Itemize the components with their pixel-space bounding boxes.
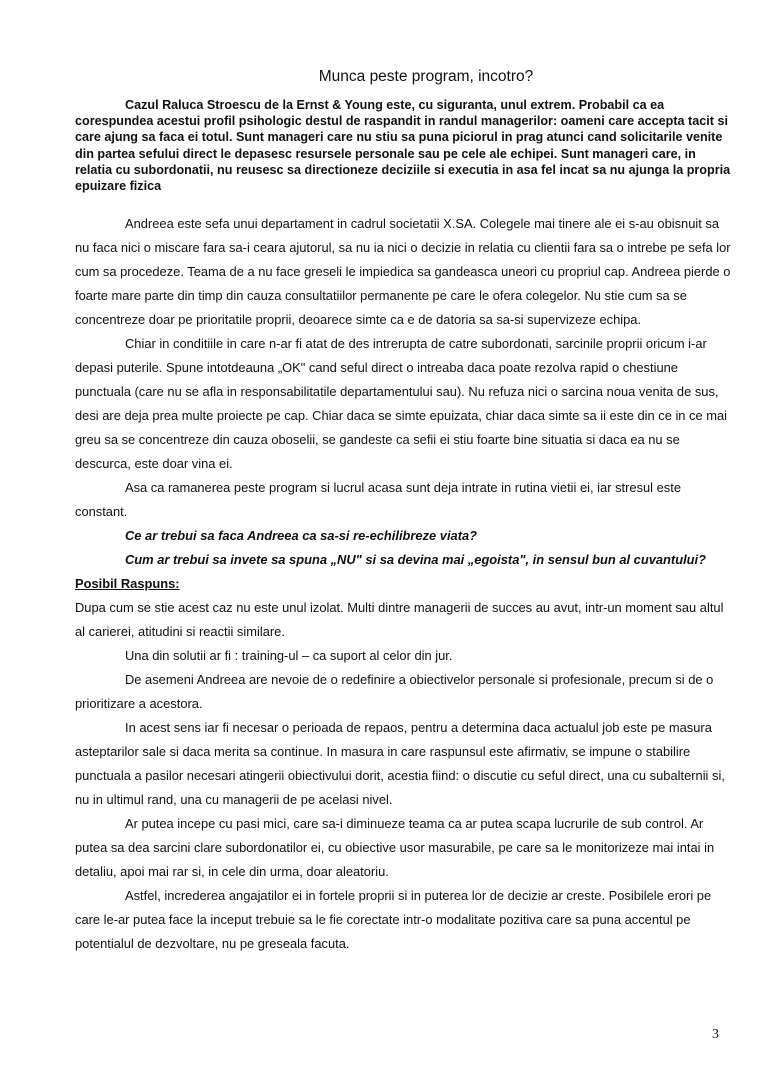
page-number: 3 <box>712 1027 719 1042</box>
paragraph-overload: Chiar in conditiile in care n-ar fi atat de des intrerupta de catre subordonati, sarcinile proprii oricum i-ar depasi puterile. Spune intotdeauna „OK" cand seful direct o intreaba daca poate rezolva rapid o chestiune punctuala (care nu se afla in responsabilitatile departamentului sau). Nu refuza nici o sarcina noua venita de sus, desi are deja prea multe proiecte pe cap. Chiar daca se simte epuizata, chiar daca simte sa ii este din ce in ce mai greu sa se concentreze din cauza oboselii, se gandeste ca sefii ei stiu foarte bine situatia si daca ea nu se descurca, este doar vina ei. <box>75 336 728 471</box>
answer-paragraph-5: Ar putea incepe cu pasi mici, care sa-i diminueze teama ca ar putea scapa lucrurile de sub control. Ar putea sa dea sarcini clare subordonatilor ei, cu obiective usor masurabile, pe care sa le monitorizeze mai intai in detaliu, apoi mai rar si, in cele din urma, doar aleatoriu. <box>75 816 715 879</box>
answer-paragraph-1: Dupa cum se stie acest caz nu este unul izolat. Multi dintre managerii de succes au avut, intr-un moment sau altul al carierei, atitudini si reactii similare. <box>75 600 724 639</box>
paragraph-andreea-context: Andreea este sefa unui departament in cadrul societatii X.SA. Colegele mai tinere ale ei s-au obisnuit sa nu faca nici o miscare fara sa-i ceara ajutorul, sa nu ia nici o decizie in relatia cu clientii fara sa o intrebe pe sefa lor cum sa procedeze. Teama de a nu face greseli le impiedica sa gandeasca uneori cu propriul cap. Andreea pierde o foarte mare parte din timp din cauza consultatiilor permanente pe care le ofera colegelor. Nu stie cum sa se concentreze doar pe prioritatile proprii, deoarece simte ca e de datoria sa sa-si supervizeze echipa. <box>75 216 731 327</box>
answer-paragraph-3: De asemeni Andreea are nevoie de o redefinire a obiectivelor personale si profesionale, precum si de o prioritizare a acestora. <box>75 672 714 711</box>
answer-paragraph-6: Astfel, increderea angajatilor ei in fortele proprii si in puterea lor de decizie ar creste. Posibilele erori pe care le-ar putea face la inceput trebuie sa le fie corectate intr-o modalitate pozitiva care sa puna accentul pe potentialul de dezvoltare, nu pe greseala facuta. <box>75 888 712 951</box>
intro-paragraph: Cazul Raluca Stroescu de la Ernst & Young este, cu siguranta, unul extrem. Probabil ca ea corespundea acestui profil psihologic destul de raspandit in randul managerilor: oameni care accepta tacit si care ajung sa faca ei totul. Sunt manageri care nu stiu sa puna piciorul in prag atunci cand solicitarile venite din partea sefului direct le depasesc resursele personale sau pe cele ale echipei. Sunt manageri care, in relatia cu subordonatii, nu reusesc sa directioneze deciziile si executia in asa fel incat sa nu ajunga la propria epuizare fizica <box>75 98 731 194</box>
document-title: Munca peste program, incotro? <box>318 68 534 85</box>
question-say-no: Cum ar trebui sa invete sa spuna „NU" si sa devina mai „egoista", in sensul bun al cuvantului? <box>125 552 706 567</box>
answer-heading: Posibil Raspuns: <box>75 576 180 591</box>
paragraph-overtime: Asa ca ramanerea peste program si lucrul acasa sunt deja intrate in rutina vietii ei, iar stresul este constant. <box>75 480 681 519</box>
document-body <box>75 212 735 956</box>
question-rebalance: Ce ar trebui sa faca Andreea ca sa-si re-echilibreze viata? <box>125 528 478 543</box>
answer-paragraph-2: Una din solutii ar fi : training-ul – ca suport al celor din jur. <box>125 648 453 663</box>
answer-paragraph-4: In acest sens iar fi necesar o perioada de repaos, pentru a determina daca actualul job este pe masura asteptarilor sale si daca merita sa continue. In masura in care raspunsul este afirmativ, se impune o stabilire punctuala a pasilor necesari atingerii obiectivului dorit, acestia fiind: o discutie cu seful direct, una cu subalternii si, nu in ultimul rand, una cu managerii de pe acelasi nivel. <box>75 720 725 807</box>
